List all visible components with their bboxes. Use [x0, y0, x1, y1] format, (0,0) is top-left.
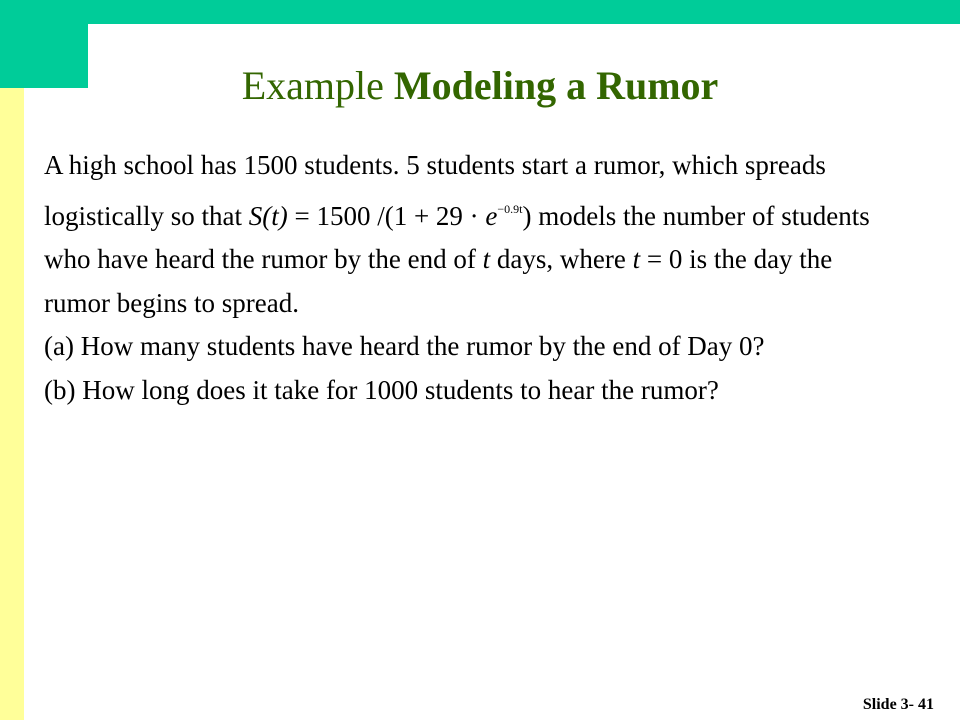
problem-line-2: [44, 188, 924, 239]
title-emphasis: Modeling a Rumor: [393, 63, 719, 108]
line3-start: who have heard the rumor by the end of: [44, 244, 483, 274]
formula-e: e: [485, 200, 498, 231]
line2-end: models the number of students: [531, 200, 870, 231]
slide-title: [0, 62, 960, 110]
formula-mid: = 1500 /(1 + 29 ·: [287, 200, 486, 231]
problem-line-3: [44, 238, 924, 282]
line3-end: is the day the: [682, 244, 833, 274]
var-t: t: [482, 244, 491, 274]
side-accent-bar: [0, 88, 24, 720]
top-accent-bar: [0, 0, 960, 24]
problem-line-4: rumor begins to spread.: [44, 287, 299, 318]
formula-close: ): [522, 200, 532, 231]
title-prefix: Example: [241, 63, 384, 108]
problem-line-1: A high school has 1500 students. 5 students start a rumor, which spreads: [44, 150, 826, 180]
problem-text: [44, 144, 924, 412]
formula-lhs: S(t): [248, 200, 288, 231]
line3-mid: days, where: [490, 244, 633, 274]
question-b: (b) How long does it take for 1000 students to hear the rumor?: [44, 374, 719, 405]
question-a: (a) How many students have heard the rumor by the end of Day 0?: [44, 331, 765, 361]
line2-start: logistically so that: [44, 200, 249, 231]
var-t-2: t: [632, 244, 641, 274]
slide-number: Slide 3- 41: [862, 696, 934, 713]
line3-eq: = 0: [640, 244, 683, 274]
formula-exponent: −0.9t: [497, 201, 523, 216]
